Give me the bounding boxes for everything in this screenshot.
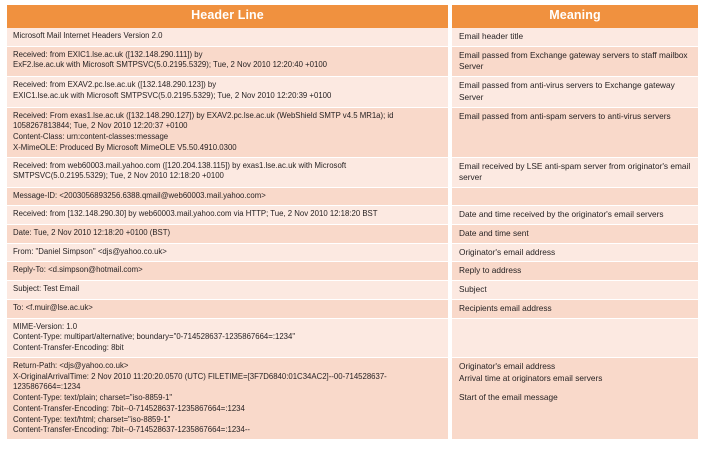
meaning-cell [452, 158, 698, 189]
table-row [7, 281, 698, 300]
table-row [7, 206, 698, 225]
header-line-text: EXIC1.lse.ac.uk with Microsoft SMTPSVC(5.0.2195.5329); Tue, 2 Nov 2010 12:20:39 +0100 [13, 90, 332, 100]
header-line-cell [7, 77, 448, 108]
header-line-cell [7, 300, 448, 319]
meaning-text: Date and time sent [459, 227, 529, 238]
header-line-cell [7, 158, 448, 189]
header-line-cell [7, 281, 448, 300]
meaning-cell [452, 77, 698, 108]
meaning-cell [452, 244, 698, 263]
table-header-row [7, 5, 698, 28]
header-line-cell [7, 188, 448, 206]
meaning-text: Subject [459, 284, 487, 295]
meaning-cell [452, 281, 698, 300]
meaning-text: Start of the email message [459, 392, 558, 403]
table-row [7, 300, 698, 319]
meaning-text: Email received by LSE anti-spam server from originator's email server [459, 160, 693, 183]
header-line-cell [7, 108, 448, 158]
header-line-text: ExF2.lse.ac.uk with Microsoft SMTPSVC(5.0.2195.5329); Tue, 2 Nov 2010 12:20:40 +0100 [13, 60, 327, 70]
header-line-text: Content-Transfer-Encoding: 7bit--0-714528637-1235867664=:1234-- [13, 425, 251, 435]
meaning-cell [452, 28, 698, 47]
table-row [7, 358, 698, 440]
header-line-text: To: <f.muir@lse.ac.uk> [13, 302, 93, 312]
meaning-text: Reply to address [459, 265, 522, 276]
column-header-header-line: Header Line [7, 5, 448, 28]
table-row [7, 77, 698, 108]
header-line-cell [7, 244, 448, 263]
table-row [7, 188, 698, 206]
meaning-cell [452, 188, 698, 206]
header-line-text: Received: From exas1.lse.ac.uk ([132.148.290.127]) by EXAV2.pc.lse.ac.uk (WebShield SMTP v4.5 MR1a); id [13, 110, 394, 120]
table-body [7, 28, 698, 440]
meaning-text: Originator's email address [459, 246, 556, 257]
meaning-text: Originator's email address [459, 360, 556, 371]
meaning-text: Date and time received by the originator's email servers [459, 208, 664, 219]
header-line-text: Content-Class: urn:content-classes:message [13, 132, 169, 142]
header-line-text: Return-Path: <djs@yahoo.co.uk> [13, 360, 129, 370]
header-line-text: 1058267813844; Tue, 2 Nov 2010 12:20:37 +0100 [13, 121, 188, 131]
table-row [7, 244, 698, 263]
meaning-text: Arrival time at originators email servers [459, 372, 603, 383]
table-row [7, 47, 698, 78]
table-row [7, 262, 698, 281]
table-row [7, 28, 698, 47]
header-line-cell [7, 358, 448, 440]
meaning-text: Email passed from Exchange gateway servers to staff mailbox Server [459, 49, 693, 72]
header-line-text: SMTPSVC(5.0.2195.5329); Tue, 2 Nov 2010 12:18:20 +0100 [13, 171, 224, 181]
header-line-text: X-OriginalArrivalTime: 2 Nov 2010 11:20:20.0570 (UTC) FILETIME=[3F7D6840:01C34AC2]--00-714528637- [13, 371, 387, 381]
header-line-text: Content-Transfer-Encoding: 8bit [13, 343, 124, 353]
meaning-cell [452, 225, 698, 244]
header-line-cell [7, 47, 448, 78]
meaning-cell [452, 47, 698, 78]
column-header-meaning: Meaning [452, 5, 698, 28]
header-line-text: MIME-Version: 1.0 [13, 321, 78, 331]
header-line-text: Content-Type: multipart/alternative; boundary="0-714528637-1235867664=:1234" [13, 332, 296, 342]
table-row [7, 225, 698, 244]
meaning-text: Email passed from anti-spam servers to anti-virus servers [459, 110, 671, 121]
header-line-text: 1235867664=:1234 [13, 382, 81, 392]
meaning-cell [452, 300, 698, 319]
header-line-text: Received: from web60003.mail.yahoo.com ([120.204.138.115]) by exas1.lse.ac.uk with Microsoft [13, 160, 347, 170]
meaning-text: Email passed from anti-virus servers to Exchange gateway Server [459, 80, 678, 102]
header-line-text: Received: from [132.148.290.30] by web60003.mail.yahoo.com via HTTP; Tue, 2 Nov 2010 12:18:20 BST [13, 208, 378, 218]
table-row [7, 319, 698, 358]
meaning-cell [452, 262, 698, 281]
meaning-cell [452, 358, 698, 440]
header-line-text: Message-ID: <2003056893256.6388.qmail@web60003.mail.yahoo.com> [13, 191, 266, 201]
header-line-text: Subject: Test Email [13, 284, 80, 294]
header-line-cell [7, 262, 448, 281]
header-line-text: X-MimeOLE: Produced By Microsoft MimeOLE V5.50.4910.0300 [13, 142, 237, 152]
header-line-cell [7, 319, 448, 358]
header-line-text: Reply-To: <d.simpson@hotmail.com> [13, 265, 143, 275]
header-line-cell [7, 206, 448, 225]
email-headers-table [7, 5, 698, 440]
meaning-cell [452, 319, 698, 358]
header-line-cell [7, 225, 448, 244]
meaning-text: Recipients email address [459, 302, 552, 313]
header-line-text: Received: from EXIC1.lse.ac.uk ([132.148.290.111]) by [13, 49, 203, 59]
meaning-text [459, 384, 692, 392]
header-line-text: From: "Daniel Simpson" <djs@yahoo.co.uk> [13, 246, 167, 256]
header-line-text: Microsoft Mail Internet Headers Version 2.0 [13, 30, 163, 40]
meaning-cell [452, 108, 698, 158]
header-line-text: Content-Type: text/plain; charset="iso-8859-1" [13, 393, 173, 403]
header-line-cell [7, 28, 448, 47]
meaning-text: Email header title [459, 30, 524, 41]
header-line-text: Content-Type: text/html; charset="iso-8859-1" [13, 414, 171, 424]
table-head [7, 5, 698, 28]
table-row [7, 158, 698, 189]
header-line-text: Content-Transfer-Encoding: 7bit--0-714528637-1235867664=:1234 [13, 403, 245, 413]
header-line-text: Received: from EXAV2.pc.lse.ac.uk ([132.148.290.123]) by [13, 80, 217, 90]
meaning-cell [452, 206, 698, 225]
header-line-text: Date: Tue, 2 Nov 2010 12:18:20 +0100 (BST) [13, 227, 171, 237]
table-row [7, 108, 698, 158]
